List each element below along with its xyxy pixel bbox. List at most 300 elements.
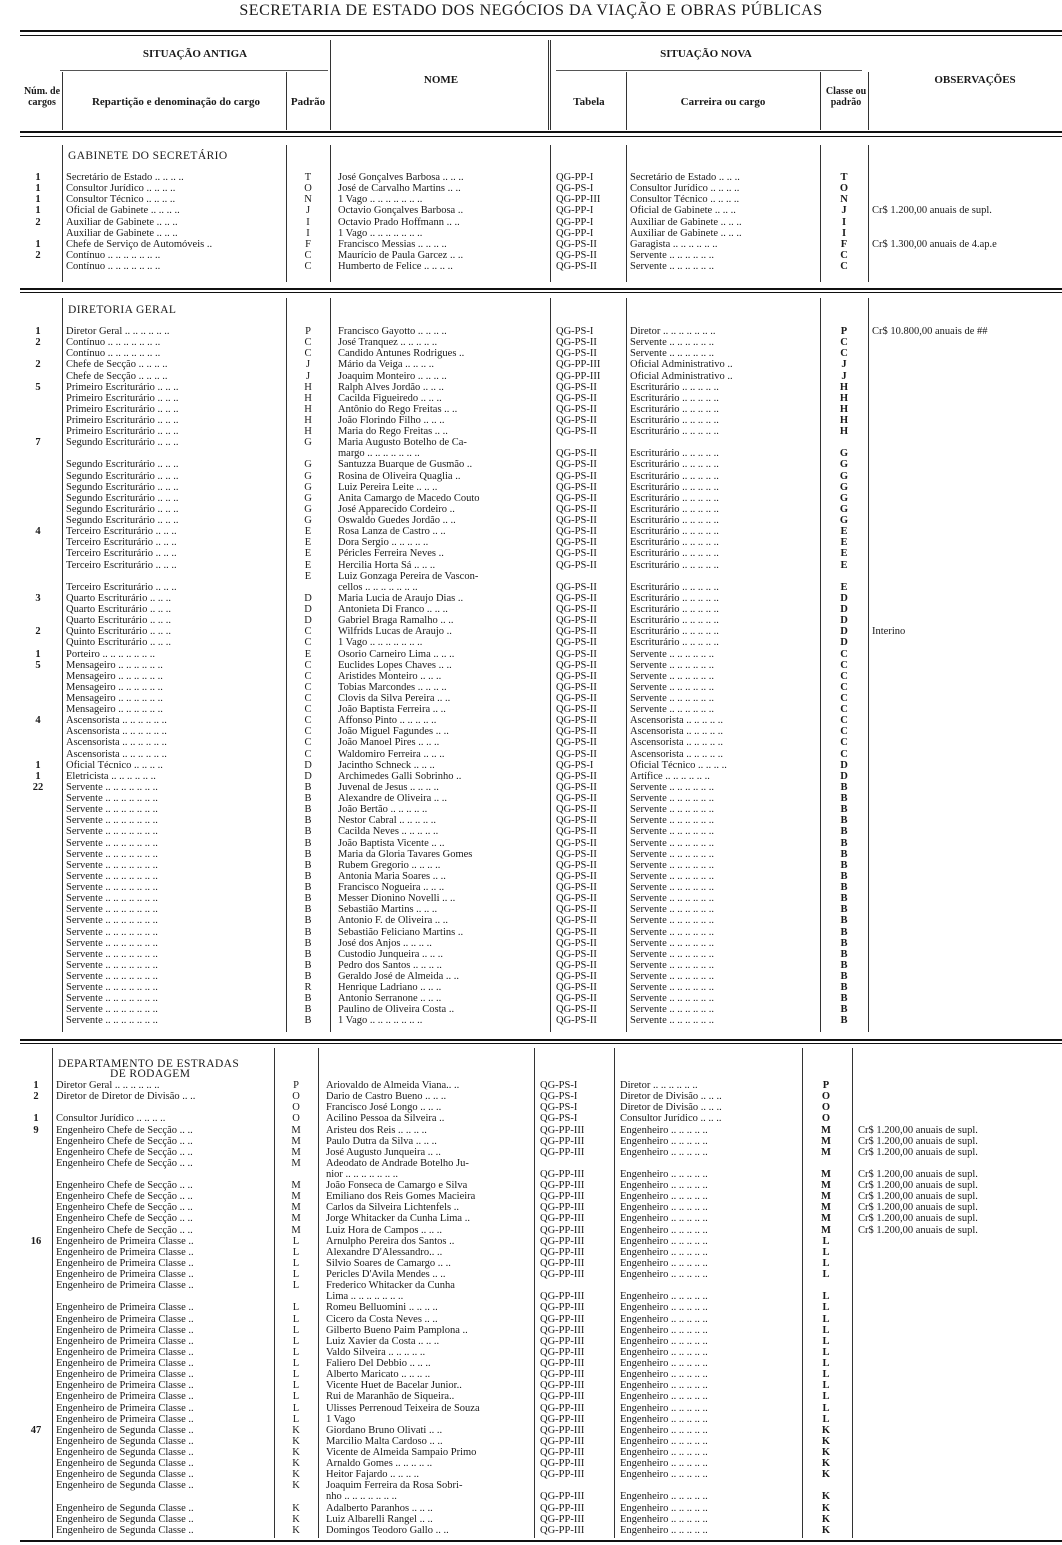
table-row [0,250,1062,261]
table-row [0,560,1062,571]
reparticao-cell: Engenheiro Chefe de Secção .. .. [56,1224,193,1236]
tabela-cell: QG-PS-II [556,1015,597,1027]
classe-cell: I [841,227,847,239]
carreira-cell: Escriturário .. .. .. .. .. [630,470,719,482]
carreira-cell: Servente .. .. .. .. .. .. [630,693,714,704]
tabela-cell: QG-PP-III [540,1402,585,1414]
nome-cell: Maurício de Paula Garcez .. .. [338,249,464,261]
reparticao-cell: Porteiro .. .. .. .. .. .. .. [66,648,155,660]
table-row [0,1113,1062,1124]
nome-cell: Péricles Ferreira Neves .. [338,548,444,560]
padrao-cell: B [304,815,312,827]
carreira-cell: Servente .. .. .. .. .. .. [630,804,714,816]
classe-cell: T [840,172,848,183]
reparticao-cell: Terceiro Escriturário .. .. .. [66,537,177,549]
reparticao-cell: Contínuo .. .. .. .. .. .. .. [66,348,161,360]
nome-cell: Gilberto Bueno Paim Pamplona .. [326,1324,468,1336]
tabela-cell: QG-PS-II [556,249,597,261]
table-row [0,671,1062,682]
padrao-cell: J [305,205,311,217]
classe-cell: B [840,948,848,960]
classe-cell: H [839,381,849,393]
classe-cell: M [821,1191,831,1203]
padrao-cell: L [292,1380,300,1392]
reparticao-cell: Quinto Escriturário .. .. .. [66,637,171,649]
reparticao-cell: Servente .. .. .. .. .. .. .. [66,971,158,982]
num-cargos-cell: 7 [35,437,41,449]
nome-cell: João Fonseca de Camargo e Silva [326,1180,468,1192]
nome-cell: Luiz Xavier da Costa .. .. .. [326,1335,440,1347]
classe-cell: B [840,982,848,994]
classe-cell: M [821,1135,831,1147]
carreira-cell: Diretor de Divisão .. .. .. [620,1102,722,1114]
carreira-cell: Engenheiro .. .. .. .. .. [620,1124,708,1136]
classe-cell: B [840,959,848,971]
reparticao-cell: Engenheiro Chefe de Secção .. .. [56,1180,193,1192]
tabela-cell: QG-PS-II [556,770,597,782]
classe-cell: L [822,1257,830,1269]
observacoes-cell: Cr$ 1.200,00 anuais de supl. [858,1146,978,1158]
carreira-cell: Diretor .. .. .. .. .. .. [620,1080,698,1091]
classe-cell: D [840,592,848,604]
classe-cell: O [839,183,849,195]
table-row [0,793,1062,804]
reparticao-cell: Contínuo .. .. .. .. .. .. .. [66,249,161,261]
carreira-cell: Engenheiro .. .. .. .. .. [620,1146,708,1158]
tabela-cell: QG-PP-III [540,1313,585,1325]
nome-cell: Henrique Ladriano .. .. .. [338,982,442,994]
padrao-cell: M [291,1146,301,1158]
table-row [0,1358,1062,1369]
reparticao-cell: Engenheiro de Primeira Classe .. [56,1246,194,1258]
table-row [0,1436,1062,1447]
classe-cell: K [821,1458,831,1470]
padrao-cell: B [304,781,312,793]
nome-cell: Francisco José Longo .. .. .. [326,1102,442,1114]
carreira-cell: Servente .. .. .. .. .. .. [630,993,714,1005]
padrao-cell: M [291,1213,301,1225]
reparticao-cell: Mensageiro .. .. .. .. .. .. [66,681,163,693]
nome-cell: Oswaldo Guedes Jordão .. .. [338,515,456,526]
table-row [0,404,1062,415]
reparticao-cell: Primeiro Escriturário .. .. .. [66,381,179,393]
table-row [0,1225,1062,1236]
header-situacao-nova: SITUAÇÃO NOVA [660,48,752,60]
table-row [0,239,1062,250]
nome-cell: Vicente de Almeida Sampaio Primo [326,1447,477,1458]
header-classe: Classe ou padrão [825,86,867,108]
classe-cell: B [840,904,848,916]
num-cargos-cell: 1 [35,183,41,195]
reparticao-cell: Primeiro Escriturário .. .. .. [66,426,179,438]
reparticao-cell: Engenheiro de Primeira Classe .. [56,1335,194,1347]
table-row [0,927,1062,938]
table-row [0,582,1062,593]
carreira-cell: Artífice .. .. .. .. .. .. [630,770,710,782]
padrao-cell: B [304,804,312,816]
table-row [0,749,1062,760]
nome-cell: Adalberto Paranhos .. .. .. [326,1502,433,1514]
reparticao-cell: Segundo Escriturário .. .. .. [66,515,179,526]
padrao-cell: P [293,1080,299,1091]
reparticao-cell: Oficial Técnico .. .. .. .. [66,759,163,771]
tabela-cell: QG-PP-III [540,1380,585,1392]
tabela-cell: QG-PS-I [540,1113,578,1125]
carreira-cell: Servente .. .. .. .. .. .. [630,249,714,261]
reparticao-cell: Segundo Escriturário .. .. .. [66,437,179,449]
tabela-cell: QG-PS-II [556,415,597,426]
table-row [0,1369,1062,1380]
reparticao-cell: Engenheiro de Segunda Classe .. [56,1480,194,1492]
nome-cell: João Miguel Fagundes .. .. [338,726,449,738]
tabela-cell: QG-PS-II [556,348,597,360]
table-row [0,915,1062,926]
table-row [0,194,1062,205]
reparticao-cell: Servente .. .. .. .. .. .. .. [66,926,158,938]
classe-cell: L [822,1380,830,1392]
nome-cell: Anita Camargo de Macedo Couto [338,492,480,504]
num-cargos-cell: 2 [35,626,41,638]
section-subtitle: DE RODAGEM [110,1068,191,1080]
classe-cell: M [821,1146,831,1158]
classe-cell: P [840,326,848,337]
table-row [0,804,1062,815]
classe-cell: L [822,1413,830,1425]
reparticao-cell: Engenheiro Chefe de Secção .. .. [56,1135,193,1147]
nome-cell: Cacilda Neves .. .. .. .. .. [338,826,439,838]
table-row [0,1469,1062,1480]
classe-cell: B [840,893,848,905]
tabela-cell: QG-PS-II [556,781,597,793]
classe-cell: L [822,1346,830,1358]
table-row [0,371,1062,382]
carreira-cell: Servente .. .. .. .. .. .. [630,882,714,893]
classe-cell: L [822,1324,830,1336]
classe-cell: C [840,648,848,660]
reparticao-cell: Engenheiro Chefe de Secção .. .. [56,1157,193,1169]
carreira-cell: Secretário de Estado .. .. .. [630,172,740,183]
nome-cell: Clovis da Silva Pereira .. .. [338,693,451,704]
table-row [0,815,1062,826]
tabela-cell: QG-PS-II [556,337,597,349]
nome-cell: Cicero da Costa Neves .. .. [326,1313,438,1325]
classe-cell: L [822,1291,830,1303]
carreira-cell: Servente .. .. .. .. .. .. [630,948,714,960]
carreira-cell: Servente .. .. .. .. .. .. [630,815,714,827]
tabela-cell: QG-PS-II [556,826,597,838]
reparticao-cell: Engenheiro Chefe de Secção .. .. [56,1124,193,1136]
tabela-cell: QG-PS-II [556,793,597,804]
carreira-cell: Escriturário .. .. .. .. .. [630,392,719,404]
padrao-cell: L [292,1413,300,1425]
table-row [0,1247,1062,1258]
carreira-cell: Servente .. .. .. .. .. .. [630,704,714,716]
table-row [0,1347,1062,1358]
header-tabela: Tabela [573,96,605,108]
table-row [0,904,1062,915]
nome-cell: Luiz Hora de Campos .. .. .. [326,1224,443,1236]
padrao-cell: T [304,172,312,183]
carreira-cell: Servente .. .. .. .. .. .. [630,659,714,671]
carreira-cell: Escriturário .. .. .. .. .. [630,537,719,549]
tabela-cell: QG-PP-I [556,227,594,239]
table-row [0,782,1062,793]
tabela-cell: QG-PS-II [556,870,597,882]
table-row [0,1136,1062,1147]
padrao-cell: C [304,626,312,638]
carreira-cell: Escriturário .. .. .. .. .. [630,637,719,649]
tabela-cell: QG-PP-III [540,1269,585,1280]
classe-cell: B [840,926,848,938]
tabela-cell: QG-PP-III [540,1435,585,1447]
padrao-cell: B [304,848,312,860]
padrao-cell: B [304,793,312,804]
observacoes-cell: Cr$ 1.200,00 anuais de supl. [858,1169,978,1180]
reparticao-cell: Auxiliar de Gabinete .. .. .. [66,216,178,228]
table-row [0,982,1062,993]
carreira-cell: Servente .. .. .. .. .. .. [630,937,714,949]
table-row [0,1202,1062,1213]
tabela-cell: QG-PS-II [556,715,597,727]
nome-cell: Antonia Maria Soares .. .. [338,870,446,882]
nome-cell: cellos .. .. .. .. .. .. .. [338,581,418,593]
num-cargos-cell: 2 [33,1091,39,1103]
padrao-cell: L [292,1335,300,1347]
table-row [0,228,1062,239]
padrao-cell: M [291,1224,301,1236]
nome-cell: João Bertão .. .. .. .. .. [338,804,428,816]
nome-cell: Ulisses Perrenoud Teixeira de Souza [326,1402,480,1414]
nome-cell: José Gonçalves Barbosa .. .. .. [338,172,464,183]
carreira-cell: Servente .. .. .. .. .. .. [630,826,714,838]
num-cargos-cell: 1 [35,205,41,217]
tabela-cell: QG-PP-III [540,1502,585,1514]
num-cargos-cell: 47 [30,1424,42,1436]
tabela-cell: QG-PP-III [540,1146,585,1158]
table-row [0,1302,1062,1313]
tabela-cell: QG-PS-II [556,548,597,560]
nome-cell: José de Carvalho Martins .. .. [338,183,461,195]
padrao-cell: R [304,982,312,994]
nome-cell: Osorio Carneiro Lima .. .. .. [338,648,455,660]
tabela-cell: QG-PP-III [540,1469,585,1481]
nome-cell: Francisco Gayotto .. .. .. .. [338,326,447,337]
carreira-cell: Servente .. .. .. .. .. .. [630,971,714,982]
num-cargos-cell: 2 [35,249,41,261]
carreira-cell: Servente .. .. .. .. .. .. [630,926,714,938]
table-row [0,1491,1062,1502]
table-row [0,1403,1062,1414]
reparticao-cell: Servente .. .. .. .. .. .. .. [66,837,158,849]
nome-cell: Luiz Pereira Leite .. .. .. [338,481,438,493]
classe-cell: E [840,559,848,571]
reparticao-cell: Chefe de Serviço de Automóveis .. [66,238,213,250]
nome-cell: Paulo Dutra da Silva .. .. .. [326,1135,437,1147]
classe-cell: B [840,971,848,982]
nome-cell: Giordano Bruno Olivati .. .. [326,1424,443,1436]
reparticao-cell: Segundo Escriturário .. .. .. [66,503,179,515]
nome-cell: Maria da Gloria Tavares Gomes [338,848,473,860]
header-divider [626,72,627,130]
classe-cell: M [821,1169,831,1180]
table-row [0,693,1062,704]
table-row [0,1236,1062,1247]
classe-cell: C [840,704,848,716]
reparticao-cell: Engenheiro de Primeira Classe .. [56,1313,194,1325]
tabela-cell: QG-PP-III [540,1324,585,1336]
nome-cell: margo .. .. .. .. .. .. .. [338,448,420,460]
num-cargos-cell: 1 [35,194,41,206]
padrao-cell: B [304,1004,312,1016]
reparticao-cell: Engenheiro de Primeira Classe .. [56,1391,194,1403]
nome-cell: Cacilda Figueiredo .. .. .. [338,392,442,404]
carreira-cell: Servente .. .. .. .. .. .. [630,904,714,916]
tabela-cell: QG-PP-III [540,1391,585,1403]
carreira-cell: Engenheiro .. .. .. .. .. [620,1435,708,1447]
tabela-cell: QG-PS-II [556,426,597,438]
carreira-cell: Escriturário .. .. .. .. .. [630,548,719,560]
table-row [0,1503,1062,1514]
nome-cell: Hercilia Horta Sá .. .. .. [338,559,436,571]
table-row [0,949,1062,960]
reparticao-cell: Eletricista .. .. .. .. .. .. [66,770,156,782]
divider [556,70,862,71]
reparticao-cell: Engenheiro de Primeira Classe .. [56,1269,194,1280]
carreira-cell: Consultor Jurídico .. .. .. [620,1113,722,1125]
table-row [0,1414,1062,1425]
reparticao-cell: Engenheiro de Primeira Classe .. [56,1358,194,1369]
reparticao-cell: Oficial de Gabinete .. .. .. .. [66,205,180,217]
header-divider [286,72,287,130]
tabela-cell: QG-PS-II [556,503,597,515]
padrao-cell: E [304,648,312,660]
classe-cell: B [840,1015,848,1027]
table-row [0,426,1062,437]
observacoes-cell: Cr$ 1.300,00 anuais de 4.ap.e [872,238,997,250]
padrao-cell: K [292,1524,300,1536]
header-padrao: Padrão [290,96,326,108]
padrao-cell: K [292,1458,300,1470]
nome-cell: José dos Anjos .. .. .. .. [338,937,432,949]
classe-cell: L [822,1358,830,1369]
classe-cell: C [840,261,848,272]
num-cargos-cell: 2 [35,359,41,371]
classe-cell: I [841,216,847,228]
reparticao-cell: Quarto Escriturário .. .. .. [66,615,171,627]
nome-cell: Alberto Maricato .. .. .. .. [326,1369,431,1381]
section-rule [20,288,1062,290]
tabela-cell: QG-PP-I [556,216,594,228]
padrao-cell: M [291,1135,301,1147]
nome-cell: Mário da Veiga .. .. .. .. [338,359,435,371]
header-situacao-antiga: SITUAÇÃO ANTIGA [142,48,248,60]
num-cargos-cell: 4 [35,715,41,727]
padrao-cell: M [291,1124,301,1136]
nome-cell: Gabriel Braga Ramalho .. .. [338,615,454,627]
nome-cell: Wilfrids Lucas de Araujo .. [338,626,452,638]
padrao-cell: K [292,1502,300,1514]
table-row [0,183,1062,194]
carreira-cell: Escriturário .. .. .. .. .. [630,559,719,571]
tabela-cell: QG-PP-III [556,359,601,371]
tabela-cell: QG-PP-III [540,1246,585,1258]
carreira-cell: Engenheiro .. .. .. .. .. [620,1291,708,1303]
tabela-cell: QG-PP-III [540,1524,585,1536]
carreira-cell: Servente .. .. .. .. .. .. [630,793,714,804]
classe-cell: K [821,1502,831,1514]
tabela-cell: QG-PP-III [540,1491,585,1503]
carreira-cell: Diretor de Divisão .. .. .. [620,1091,722,1103]
tabela-cell: QG-PP-III [540,1358,585,1369]
table-row [0,660,1062,671]
reparticao-cell: Contínuo .. .. .. .. .. .. .. [66,261,161,272]
classe-cell: H [839,403,849,415]
reparticao-cell: Segundo Escriturário .. .. .. [66,492,179,504]
tabela-cell: QG-PP-III [540,1235,585,1247]
padrao-cell: B [304,959,312,971]
tabela-cell: QG-PS-II [556,392,597,404]
bottom-rule [20,1540,1062,1542]
classe-cell: D [840,626,848,638]
classe-cell: C [840,737,848,749]
padrao-cell: C [304,726,312,738]
carreira-cell: Servente .. .. .. .. .. .. [630,670,714,682]
reparticao-cell: Ascensorista .. .. .. .. .. .. [66,715,167,727]
nome-cell: Adeodato de Andrade Botelho Ju- [326,1157,469,1169]
padrao-cell: P [305,326,311,337]
padrao-cell: B [304,1015,312,1027]
reparticao-cell: Segundo Escriturário .. .. .. [66,459,179,471]
padrao-cell: M [291,1157,301,1169]
table-row [0,482,1062,493]
observacoes-cell: Cr$ 1.200,00 anuais de supl. [858,1213,978,1225]
carreira-cell: Escriturário .. .. .. .. .. [630,381,719,393]
section-title: DEPARTAMENTO DE ESTRADAS [58,1058,240,1070]
table-row [0,359,1062,370]
nome-cell: Antônio do Rego Freitas .. .. [338,403,458,415]
table-row [0,1525,1062,1536]
table-row [0,1447,1062,1458]
tabela-cell: QG-PS-II [556,459,597,471]
tabela-cell: QG-PS-II [556,726,597,738]
nome-cell: Antonio Serranone .. .. .. [338,993,442,1005]
padrao-cell: L [292,1246,300,1258]
classe-cell: C [840,348,848,360]
nome-cell: Paulino de Oliveira Costa .. [338,1004,455,1016]
tabela-cell: QG-PP-III [540,1369,585,1381]
section-rule-2 [20,1043,1062,1044]
reparticao-cell: Engenheiro Chefe de Secção .. .. [56,1146,193,1158]
padrao-cell: B [304,826,312,838]
table-row [0,493,1062,504]
nome-cell: Vicente Huet de Bacelar Junior.. [326,1380,462,1392]
carreira-cell: Engenheiro .. .. .. .. .. [620,1213,708,1225]
reparticao-cell: Terceiro Escriturário .. .. .. [66,581,177,593]
reparticao-cell: Servente .. .. .. .. .. .. .. [66,937,158,949]
table-row [0,615,1062,626]
classe-cell: K [821,1513,831,1525]
tabela-cell: QG-PP-III [556,194,601,206]
divider [60,70,328,71]
padrao-cell: C [304,737,312,749]
table-row [0,1269,1062,1280]
tabela-cell: QG-PS-II [556,993,597,1005]
num-cargos-cell: 5 [35,381,41,393]
nome-cell: Joaquim Monteiro .. .. .. .. [338,370,447,382]
carreira-cell: Engenheiro .. .. .. .. .. [620,1369,708,1381]
num-cargos-cell: 1 [35,648,41,660]
table-row [0,348,1062,359]
